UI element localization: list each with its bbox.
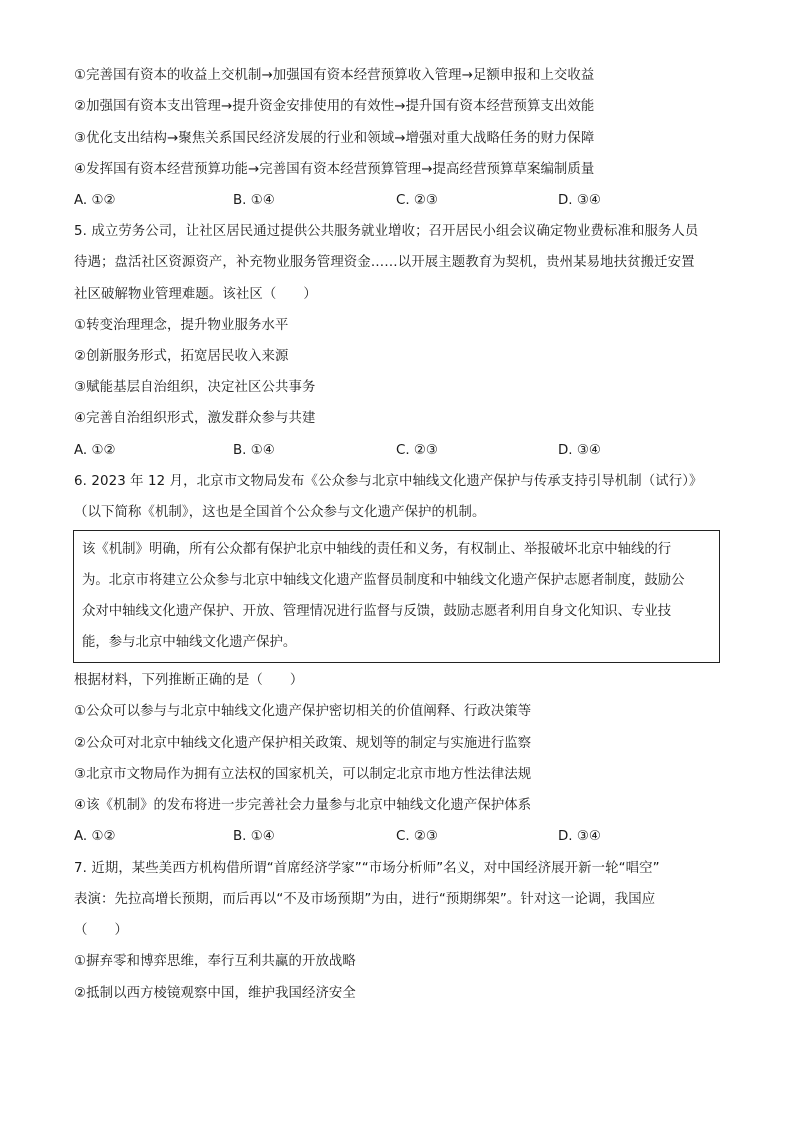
q5-option-a[interactable]: A. ①② (74, 443, 116, 458)
q5-option-b[interactable]: B. ①④ (233, 443, 275, 458)
q6-material-box (73, 530, 720, 663)
q6-material-line-4: 能，参与北京中轴线文化遗产保护。 (82, 635, 297, 650)
q4-item-1: ①完善国有资本的收益上交机制→加强国有资本经营预算收入管理→足额申报和上交收益 (74, 68, 595, 83)
q6-item-2: ②公众可对北京中轴线文化遗产保护相关政策、规划等的制定与实施进行监察 (74, 736, 532, 751)
q5-item-2: ②创新服务形式，拓宽居民收入来源 (74, 349, 289, 364)
q6-material-line-1: 该《机制》明确，所有公众都有保护北京中轴线的责任和义务，有权制止、举报破坏北京中轴线的行 (82, 542, 672, 557)
q4-item-4: ④发挥国有资本经营预算功能→完善国有资本经营预算管理→提高经营预算草案编制质量 (74, 162, 595, 177)
q4-option-d[interactable]: D. ③④ (558, 193, 601, 208)
q6-material-line-3: 众对中轴线文化遗产保护、开放、管理情况进行监督与反馈，鼓励志愿者利用自身文化知识、专业技 (82, 604, 672, 619)
q7-item-1: ①摒弃零和博弈思维，奉行互利共赢的开放战略 (74, 954, 356, 969)
q6-material-line-2: 为。北京市将建立公众参与北京中轴线文化遗产监督员制度和中轴线文化遗产保护志愿者制度，鼓励公 (82, 573, 685, 588)
q5-stem-line-2: 待遇；盘活社区资源资产，补充物业服务管理资金……以开展主题教育为契机，贵州某易地扶贫搬迁安置 (74, 255, 695, 270)
q6-item-4: ④该《机制》的发布将进一步完善社会力量参与北京中轴线文化遗产保护体系 (74, 798, 532, 813)
q4-option-b[interactable]: B. ①④ (233, 193, 275, 208)
q6-prompt: 根据材料，下列推断正确的是（ ） (74, 673, 304, 688)
q4-item-2: ②加强国有资本支出管理→提升资金安排使用的有效性→提升国有资本经营预算支出效能 (74, 99, 595, 114)
q6-item-3: ③北京市文物局作为拥有立法权的国家机关，可以制定北京市地方性法律法规 (74, 767, 532, 782)
q6-stem-line-1: 6. 2023 年 12 月，北京市文物局发布《公众参与北京中轴线文化遗产保护与传承支持引导机制（试行）》 (74, 474, 703, 489)
q4-item-3: ③优化支出结构→聚焦关系国民经济发展的行业和领域→增强对重大战略任务的财力保障 (74, 131, 595, 146)
q6-option-a[interactable]: A. ①② (74, 829, 116, 844)
q6-option-b[interactable]: B. ①④ (233, 829, 275, 844)
q5-item-1: ①转变治理理念，提升物业服务水平 (74, 318, 289, 333)
q7-stem-line-2: 表演：先拉高增长预期，而后再以“不及市场预期”为由，进行“预期绑架”。针对这一论调，我国应 (74, 892, 656, 907)
q7-stem-line-3: （ ） (74, 923, 128, 938)
q6-stem-line-2: （以下简称《机制》，这也是全国首个公众参与文化遗产保护的机制。 (74, 505, 486, 520)
q5-item-4: ④完善自治组织形式，激发群众参与共建 (74, 411, 316, 426)
q4-option-a[interactable]: A. ①② (74, 193, 116, 208)
q5-stem-line-1: 5. 成立劳务公司，让社区居民通过提供公共服务就业增收；召开居民小组会议确定物业费标准和服务人员 (74, 224, 699, 239)
q5-option-c[interactable]: C. ②③ (396, 443, 438, 458)
q4-option-c[interactable]: C. ②③ (396, 193, 438, 208)
q5-option-d[interactable]: D. ③④ (558, 443, 601, 458)
q5-item-3: ③赋能基层自治组织，决定社区公共事务 (74, 380, 316, 395)
q6-option-d[interactable]: D. ③④ (558, 829, 601, 844)
q6-item-1: ①公众可以参与与北京中轴线文化遗产保护密切相关的价值阐释、行政决策等 (74, 704, 532, 719)
q5-stem-line-3: 社区破解物业管理难题。该社区（ ） (74, 287, 317, 302)
q7-stem-line-1: 7. 近期，某些美西方机构借所谓“首席经济学家”“市场分析师”名义，对中国经济展开新一轮“唱空” (74, 861, 660, 876)
q7-item-2: ②抵制以西方棱镜观察中国，维护我国经济安全 (74, 986, 356, 1001)
q6-option-c[interactable]: C. ②③ (396, 829, 438, 844)
